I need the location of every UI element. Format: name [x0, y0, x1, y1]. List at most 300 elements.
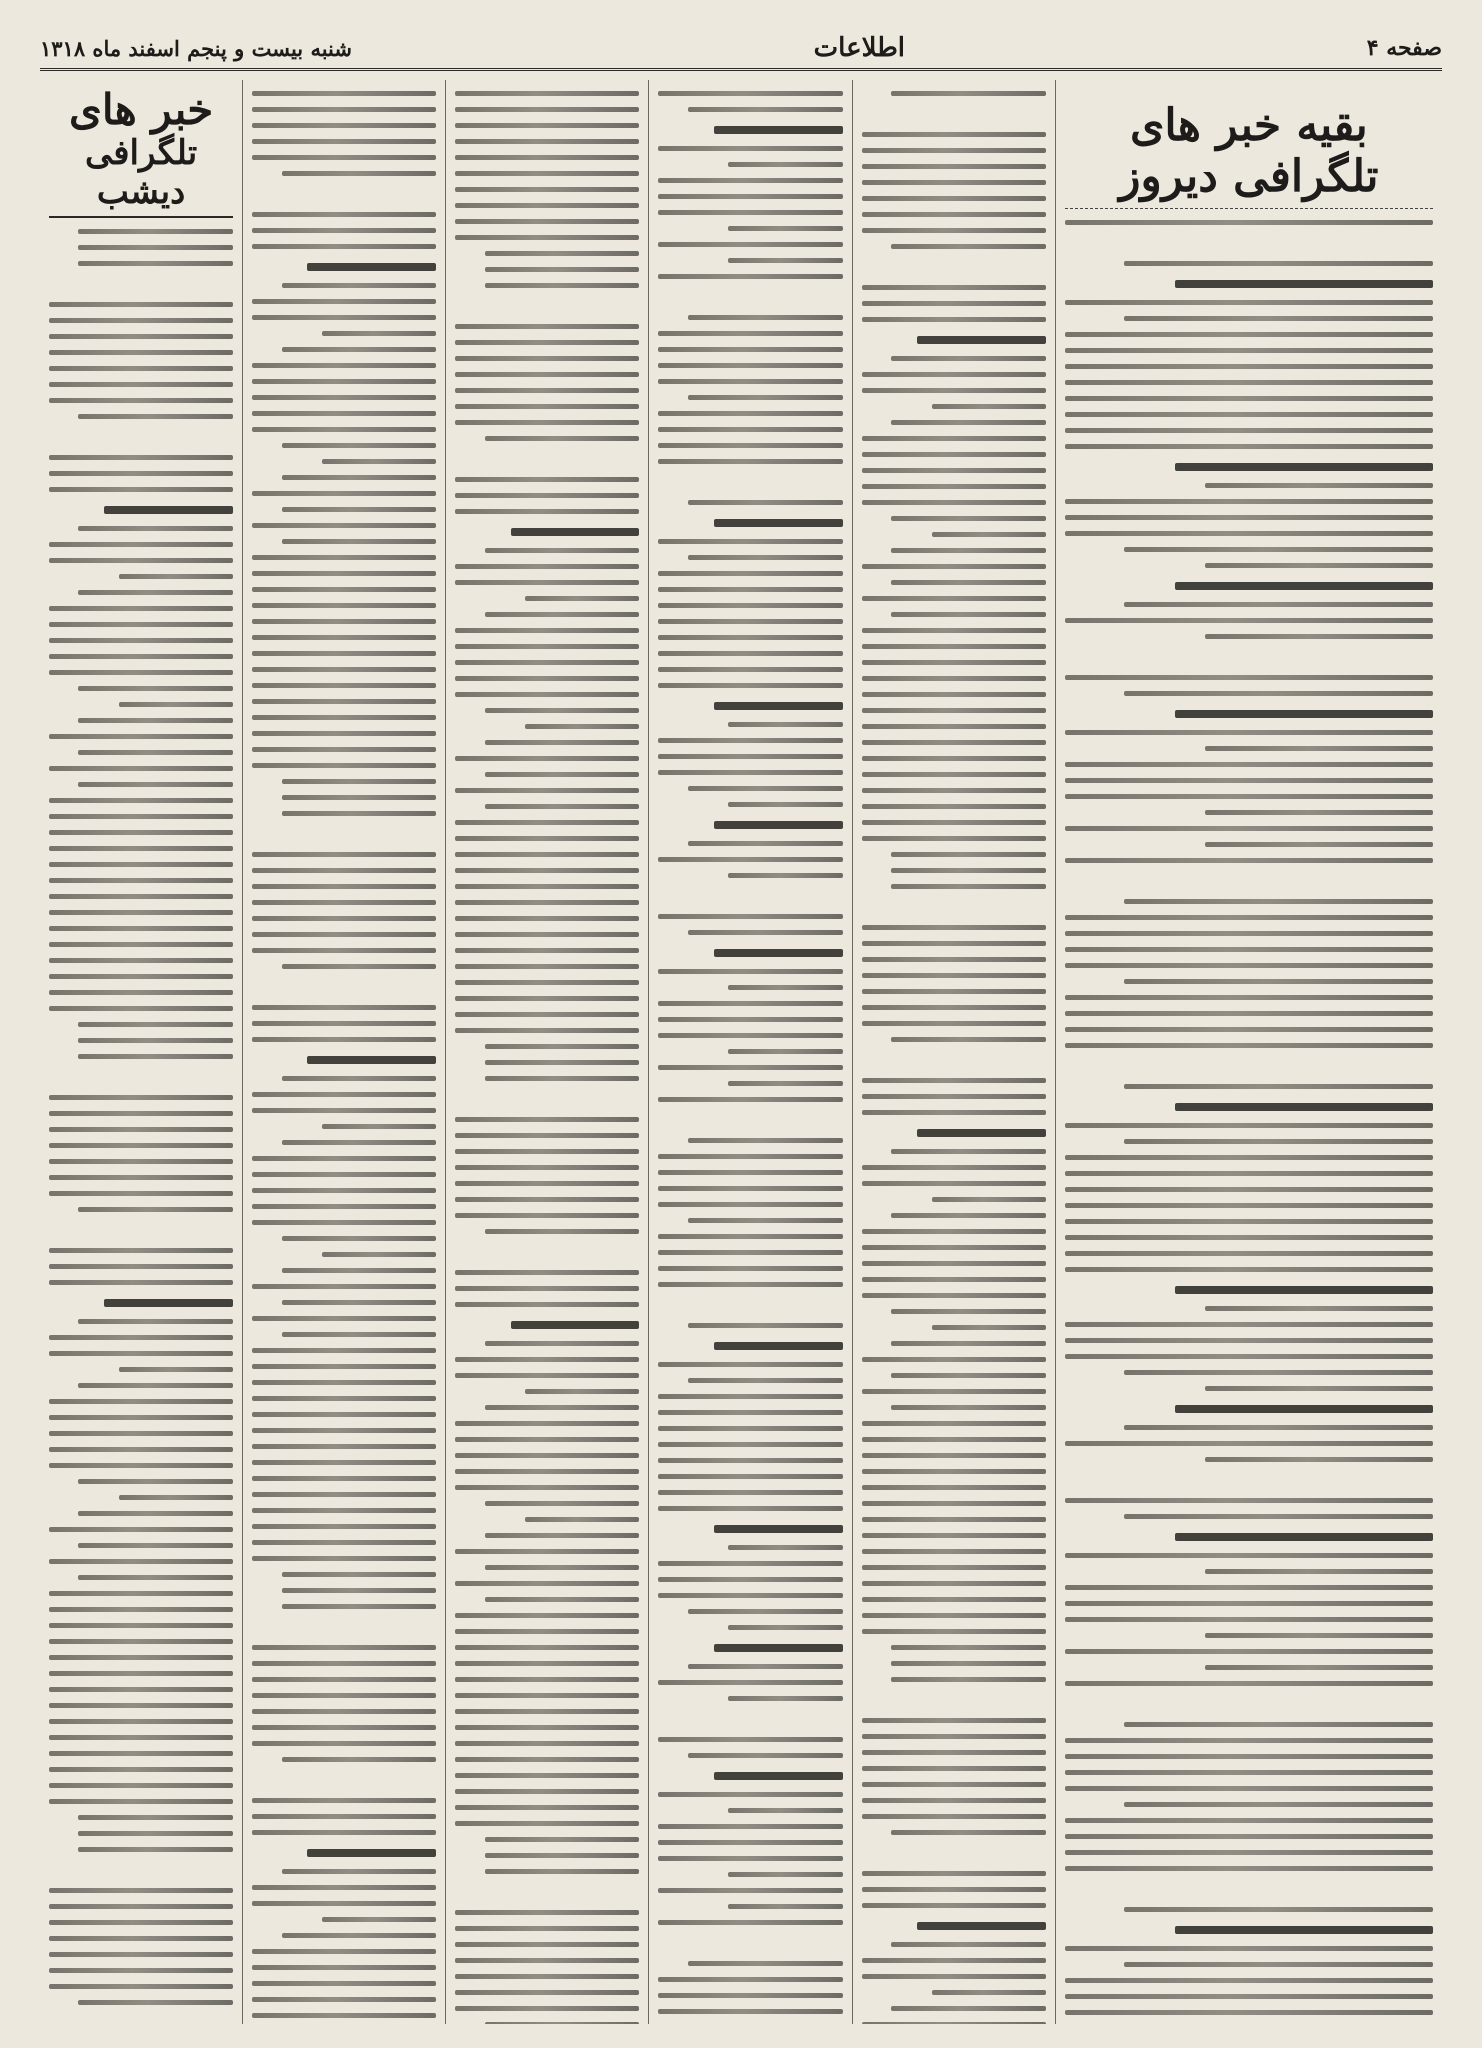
text-line: [1065, 428, 1433, 433]
text-line: [862, 836, 1046, 841]
text-line: [455, 1725, 639, 1730]
article-subheading: [307, 1849, 436, 1857]
text-line: [862, 660, 1046, 665]
text-line: [1065, 1187, 1433, 1192]
paragraph-gap: [49, 277, 233, 291]
text-line: [891, 356, 1046, 361]
text-line: [49, 1280, 233, 1285]
text-line: [862, 788, 1046, 793]
text-line: [252, 212, 436, 217]
text-line: [862, 708, 1046, 713]
text-line: [862, 212, 1046, 217]
text-line: [658, 603, 842, 608]
paragraph-gap: [455, 1245, 639, 1259]
text-line: [891, 868, 1046, 873]
text-line: [455, 1613, 639, 1618]
text-line: [49, 334, 233, 339]
text-line: [728, 802, 842, 807]
text-line: [862, 1533, 1046, 1538]
paragraph-gap: [252, 187, 436, 201]
text-line: [688, 107, 843, 112]
text-line: [658, 146, 842, 151]
text-line: [252, 916, 436, 921]
text-line: [862, 1766, 1046, 1771]
text-line: [252, 932, 436, 937]
text-line: [455, 1181, 639, 1186]
text-line: [455, 420, 639, 425]
paragraph-gap: [252, 1773, 436, 1787]
text-line: [78, 1207, 233, 1212]
text-line: [49, 1351, 233, 1356]
text-line: [658, 1737, 842, 1742]
article-subheading: [1175, 1103, 1433, 1111]
text-line: [658, 411, 842, 416]
text-line: [485, 1044, 640, 1049]
masthead: [40, 28, 1442, 71]
text-line: [658, 1170, 842, 1175]
text-line: [455, 948, 639, 953]
text-line: [862, 1293, 1046, 1298]
text-line: [455, 1805, 639, 1810]
text-line: [891, 852, 1046, 857]
text-line: [49, 830, 233, 835]
text-line: [485, 708, 640, 713]
paragraph-gap: [455, 1092, 639, 1106]
text-line: [455, 836, 639, 841]
text-line: [1065, 1585, 1433, 1590]
text-line: [891, 420, 1046, 425]
text-line: [1065, 826, 1433, 831]
text-line: [658, 1490, 842, 1495]
text-line: [282, 811, 437, 816]
text-line: [252, 1885, 436, 1890]
text-line: [252, 619, 436, 624]
article-subheading: [511, 528, 640, 536]
text-line: [1065, 1850, 1433, 1855]
text-line: [252, 1997, 436, 2002]
text-line: [658, 443, 842, 448]
text-line: [1065, 1011, 1433, 1016]
text-line: [891, 1677, 1046, 1682]
paragraph-gap: [1065, 1697, 1433, 1711]
paragraph-gap: [455, 299, 639, 313]
text-line: [322, 1252, 436, 1257]
text-line: [78, 1815, 233, 1820]
text-line: [252, 1725, 436, 1730]
text-line: [49, 1527, 233, 1532]
text-line: [658, 1506, 842, 1511]
text-line: [862, 228, 1046, 233]
text-line: [891, 1309, 1046, 1314]
column-2: [445, 80, 648, 2024]
article-subheading: [1175, 1405, 1433, 1413]
text-line: [862, 500, 1046, 505]
paragraph-gap: [658, 290, 842, 304]
text-line: [282, 1572, 437, 1577]
text-line: [658, 667, 842, 672]
text-line: [1124, 1139, 1433, 1144]
text-line: [455, 1741, 639, 1746]
text-line: [455, 1789, 639, 1794]
text-line: [658, 1442, 842, 1447]
text-line: [485, 1229, 640, 1234]
text-line: [862, 1974, 1046, 1979]
text-line: [1065, 1027, 1433, 1032]
text-line: [282, 1604, 437, 1609]
text-line: [78, 414, 233, 419]
text-line: [455, 1773, 639, 1778]
text-line: [282, 779, 437, 784]
text-line: [658, 2009, 842, 2014]
text-line: [1205, 563, 1433, 568]
article-subheading: [917, 336, 1046, 344]
text-line: [658, 1561, 842, 1566]
text-line: [862, 1565, 1046, 1570]
text-line: [49, 1095, 233, 1100]
text-line: [282, 539, 437, 544]
text-line: [862, 1581, 1046, 1586]
text-line: [49, 1264, 233, 1269]
text-line: [1124, 547, 1433, 552]
text-line: [252, 228, 436, 233]
text-line: [455, 1661, 639, 1666]
text-line: [862, 1165, 1046, 1170]
text-line: [728, 1808, 842, 1813]
text-line: [1065, 915, 1433, 920]
text-line: [862, 692, 1046, 697]
text-line: [252, 1540, 436, 1545]
text-line: [1205, 1457, 1433, 1462]
paragraph-gap: [49, 1863, 233, 1877]
text-line: [1065, 1553, 1433, 1558]
text-line: [78, 2000, 233, 2005]
newspaper-name: اطلاعات: [813, 33, 906, 63]
text-line: [49, 798, 233, 803]
text-line: [891, 1645, 1046, 1650]
text-line: [862, 973, 1046, 978]
text-line: [658, 1474, 842, 1479]
text-line: [658, 459, 842, 464]
text-line: [252, 731, 436, 736]
text-line: [658, 738, 842, 743]
paragraph-gap: [658, 1298, 842, 1312]
paragraph-gap: [49, 1070, 233, 1084]
text-line: [455, 580, 639, 585]
text-line: [1065, 794, 1433, 799]
text-line: [455, 980, 639, 985]
text-line: [1065, 1171, 1433, 1176]
text-line: [1065, 2010, 1433, 2015]
text-line: [49, 942, 233, 947]
text-line: [49, 1415, 233, 1420]
text-line: [658, 914, 842, 919]
text-line: [1124, 261, 1433, 266]
text-line: [49, 846, 233, 851]
text-line: [49, 1639, 233, 1644]
text-line: [282, 795, 437, 800]
text-line: [252, 139, 436, 144]
text-line: [252, 1965, 436, 1970]
text-line: [862, 452, 1046, 457]
text-line: [1124, 1425, 1433, 1430]
text-line: [49, 1159, 233, 1164]
text-line: [49, 894, 233, 899]
text-line: [658, 1840, 842, 1845]
text-line: [862, 989, 1046, 994]
text-line: [455, 932, 639, 937]
text-line: [1065, 1441, 1433, 1446]
article-subheading: [917, 1922, 1046, 1930]
text-line: [1065, 762, 1433, 767]
text-line: [455, 1581, 639, 1586]
text-line: [862, 1437, 1046, 1442]
article-subheading: [714, 1525, 843, 1533]
text-line: [252, 747, 436, 752]
text-line: [49, 1984, 233, 1989]
text-line: [49, 1687, 233, 1692]
text-line: [1065, 1649, 1433, 1654]
text-line: [455, 692, 639, 697]
text-line: [658, 194, 842, 199]
column-4: [852, 80, 1055, 2024]
text-line: [658, 178, 842, 183]
text-line: [252, 1005, 436, 1010]
text-line: [252, 1693, 436, 1698]
text-line: [78, 526, 233, 531]
text-line: [455, 1165, 639, 1170]
paragraph-gap: [1065, 1059, 1433, 1073]
text-line: [49, 1719, 233, 1724]
text-line: [455, 1012, 639, 1017]
text-line: [78, 229, 233, 234]
text-line: [49, 350, 233, 355]
text-line: [862, 196, 1046, 201]
text-line: [252, 1661, 436, 1666]
text-line: [119, 574, 233, 579]
text-line: [485, 1597, 640, 1602]
text-line: [252, 763, 436, 768]
text-line: [455, 1213, 639, 1218]
text-line: [658, 857, 842, 862]
article-subheading: [307, 263, 436, 271]
paragraph-gap: [862, 107, 1046, 121]
text-line: [1124, 316, 1433, 321]
text-line: [455, 1485, 639, 1490]
text-line: [1065, 730, 1433, 735]
text-line: [862, 1517, 1046, 1522]
text-line: [862, 1958, 1046, 1963]
text-line: [78, 1319, 233, 1324]
text-line: [862, 132, 1046, 137]
text-line: [252, 123, 436, 128]
text-line: [78, 1383, 233, 1388]
column-text: [1065, 220, 1433, 2024]
text-line: [455, 884, 639, 889]
text-line: [252, 683, 436, 688]
text-line: [1065, 1834, 1433, 1839]
text-line: [252, 667, 436, 672]
text-line: [455, 477, 639, 482]
text-line: [49, 654, 233, 659]
text-line: [525, 596, 639, 601]
text-line: [252, 1037, 436, 1042]
text-line: [455, 1942, 639, 1947]
article-subheading: [1175, 280, 1433, 288]
text-line: [1065, 947, 1433, 952]
text-line: [49, 1936, 233, 1941]
text-line: [932, 404, 1046, 409]
text-line: [728, 1904, 842, 1909]
text-line: [252, 1316, 436, 1321]
text-line: [252, 1830, 436, 1835]
text-line: [658, 1824, 842, 1829]
paragraph-gap: [49, 1223, 233, 1237]
text-line: [252, 900, 436, 905]
article-subheading: [714, 1772, 843, 1780]
text-line: [658, 1001, 842, 1006]
text-line: [455, 388, 639, 393]
article-subheading: [714, 126, 843, 134]
text-line: [49, 1006, 233, 1011]
text-line: [1065, 1322, 1433, 1327]
text-line: [1205, 1665, 1433, 1670]
text-line: [1065, 1123, 1433, 1128]
text-line: [455, 1357, 639, 1362]
text-line: [891, 1341, 1046, 1346]
text-line: [455, 788, 639, 793]
text-line: [862, 1229, 1046, 1234]
text-line: [658, 91, 842, 96]
text-line: [252, 1645, 436, 1650]
text-line: [658, 1065, 842, 1070]
text-line: [1205, 634, 1433, 639]
text-line: [78, 1022, 233, 1027]
text-line: [455, 1149, 639, 1154]
text-line: [862, 564, 1046, 569]
text-line: [688, 1323, 843, 1328]
article-subheading: [307, 1056, 436, 1064]
text-line: [658, 210, 842, 215]
text-line: [282, 964, 437, 969]
text-line: [891, 1149, 1046, 1154]
paragraph-gap: [658, 1712, 842, 1726]
text-line: [525, 1517, 639, 1522]
text-line: [658, 1266, 842, 1271]
text-line: [485, 1060, 640, 1065]
text-line: [252, 1709, 436, 1714]
text-line: [1065, 300, 1433, 305]
text-line: [252, 1524, 436, 1529]
text-line: [455, 628, 639, 633]
paragraph-gap: [252, 1620, 436, 1634]
text-line: [862, 1181, 1046, 1186]
text-line: [485, 283, 640, 288]
text-line: [1065, 1617, 1433, 1622]
text-line: [891, 1830, 1046, 1835]
text-line: [1205, 842, 1433, 847]
article-subheading: [1175, 1926, 1433, 1934]
text-line: [322, 331, 436, 336]
text-line: [252, 1901, 436, 1906]
text-line: [1124, 1722, 1433, 1727]
text-line: [485, 2022, 640, 2024]
text-line: [455, 1910, 639, 1915]
text-line: [49, 1591, 233, 1596]
text-line: [49, 1952, 233, 1957]
text-line: [862, 1094, 1046, 1099]
text-line: [49, 1175, 233, 1180]
text-line: [252, 1188, 436, 1193]
text-line: [455, 1926, 639, 1931]
text-line: [455, 852, 639, 857]
text-line: [658, 1593, 842, 1598]
text-line: [78, 782, 233, 787]
text-line: [1065, 444, 1433, 449]
text-line: [455, 493, 639, 498]
text-line: [1205, 1569, 1433, 1574]
text-line: [658, 1458, 842, 1463]
text-line: [862, 820, 1046, 825]
text-line: [485, 1565, 640, 1570]
text-line: [688, 315, 843, 320]
article-subheading: [104, 506, 233, 514]
text-line: [49, 558, 233, 563]
text-line: [658, 1362, 842, 1367]
text-line: [891, 91, 1046, 96]
text-line: [49, 1655, 233, 1660]
text-line: [49, 766, 233, 771]
text-line: [658, 770, 842, 775]
text-line: [862, 1245, 1046, 1250]
paragraph-gap: [862, 260, 1046, 274]
text-line: [862, 1110, 1046, 1115]
text-line: [455, 964, 639, 969]
text-line: [1065, 1866, 1433, 1871]
paragraph-gap: [862, 1053, 1046, 1067]
text-line: [1065, 858, 1433, 863]
text-line: [1124, 1962, 1433, 1967]
text-line: [688, 1753, 843, 1758]
text-line: [1205, 1386, 1433, 1391]
text-line: [862, 1005, 1046, 1010]
paragraph-gap: [252, 827, 436, 841]
article-subheading: [1175, 1533, 1433, 1541]
text-line: [485, 1533, 640, 1538]
text-line: [49, 398, 233, 403]
text-line: [49, 862, 233, 867]
text-line: [1065, 1251, 1433, 1256]
text-line: [252, 884, 436, 889]
text-line: [455, 1197, 639, 1202]
text-line: [862, 2022, 1046, 2024]
text-line: [252, 635, 436, 640]
text-line: [728, 1872, 842, 1877]
text-line: [891, 1405, 1046, 1410]
text-line: [49, 1431, 233, 1436]
text-line: [49, 1799, 233, 1804]
text-line: [485, 436, 640, 441]
column-text: [49, 229, 233, 2024]
column-left: [40, 80, 242, 2024]
text-line: [322, 1917, 436, 1922]
right-column-heading: بقیه خبر های تلگرافی دیروز: [1065, 80, 1433, 209]
text-line: [862, 1421, 1046, 1426]
text-line: [252, 379, 436, 384]
text-line: [455, 187, 639, 192]
text-line: [485, 1869, 640, 1874]
text-line: [485, 612, 640, 617]
text-line: [658, 242, 842, 247]
